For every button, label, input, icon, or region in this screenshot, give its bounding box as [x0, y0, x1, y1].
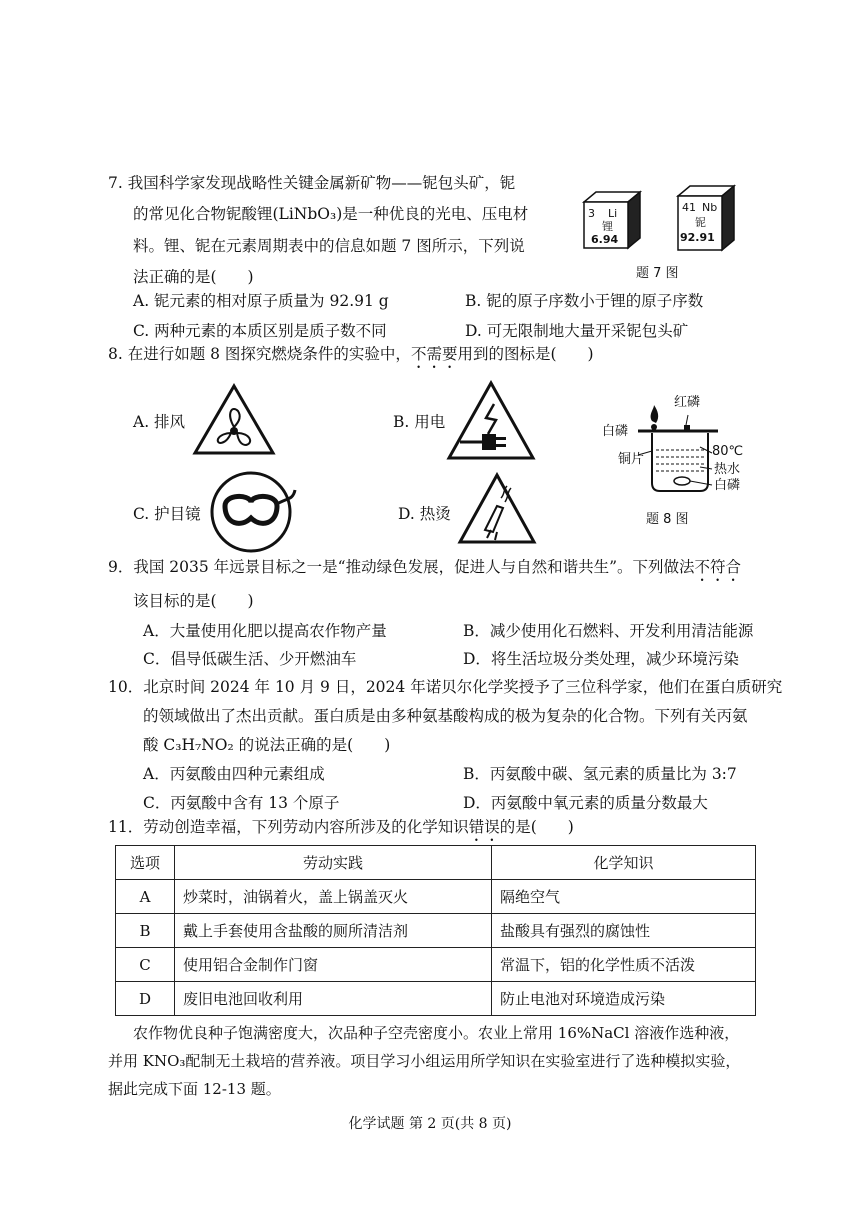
- row-practice: 戴上手套使用含盐酸的厕所清洁剂: [175, 914, 492, 948]
- q11-stem: 11．劳动创造幸福，下列劳动内容所涉及的化学知识错误的是( ): [108, 818, 574, 836]
- row-knowledge: 盐酸具有强烈的腐蚀性: [492, 914, 756, 948]
- row-knowledge: 隔绝空气: [492, 880, 756, 914]
- header-knowledge: 化学知识: [492, 846, 756, 880]
- table-header-row: [116, 846, 756, 880]
- q7-option-b: B. 铌的原子序数小于锂的原子序数: [465, 292, 704, 310]
- q7-option-c: C. 两种元素的本质区别是质子数不同: [133, 322, 387, 340]
- figure-8-caption: 题 8 图: [646, 512, 689, 527]
- q10-option-d: D．丙氨酸中氧元素的质量分数最大: [463, 794, 708, 812]
- q9-stem-line-1: 9．我国 2035 年远景目标之一是“推动绿色发展，促进人与自然和谐共生”。下列做法不符合: [108, 558, 742, 576]
- q8-option-d: D. 热烫: [398, 505, 451, 523]
- label-temperature: 80℃: [712, 444, 744, 459]
- li-mass: 6.94: [591, 233, 619, 246]
- q7-line-4: 法正确的是( ): [133, 268, 254, 286]
- header-practice: 劳动实践: [175, 846, 492, 880]
- row-option: C: [116, 948, 175, 982]
- row-option: B: [116, 914, 175, 948]
- li-symbol: Li: [608, 207, 618, 220]
- q11-emphasis: 错误: [468, 818, 500, 836]
- q7-line-3: 料。锂、铌在元素周期表中的信息如题 7 图所示，下列说: [133, 237, 525, 255]
- li-name: 锂: [602, 220, 613, 233]
- q10-line-1: 10．北京时间 2024 年 10 月 9 日，2024 年诺贝尔化学奖授予了三位科学家，他们在蛋白质研究: [108, 678, 783, 696]
- q10-option-c: C．丙氨酸中含有 13 个原子: [143, 794, 340, 812]
- row-practice: 废旧电池回收利用: [175, 982, 492, 1016]
- q9-stem-line-2: 该目标的是( ): [133, 592, 254, 610]
- passage-line-3: 据此完成下面 12-13 题。: [108, 1080, 281, 1098]
- goggles-icon: [207, 470, 299, 554]
- q7-line-1: 7. 我国科学家发现战略性关键金属新矿物——铌包头矿，铌: [108, 174, 516, 192]
- label-copper-sheet: 铜片: [618, 452, 645, 467]
- hot-surface-icon: [457, 472, 537, 548]
- label-white-phosphorus-bottom: 白磷: [714, 478, 741, 493]
- page-footer: 化学试题 第 2 页(共 8 页): [348, 1116, 512, 1132]
- table-row: [116, 880, 756, 914]
- passage-line-2: 并用 KNO₃配制无土栽培的营养液。项目学习小组运用所学知识在实验室进行了选种模拟实验，: [108, 1052, 741, 1070]
- q10-option-b: B．丙氨酸中碳、氢元素的质量比为 3:7: [463, 765, 737, 783]
- q10-line-2: 的领域做出了杰出贡献。蛋白质是由多种氨基酸构成的极为复杂的化合物。下列有关丙氨: [143, 707, 748, 725]
- table-row: [116, 914, 756, 948]
- table-row: [116, 948, 756, 982]
- nb-mass: 92.91: [680, 231, 715, 244]
- row-practice: 使用铝合金制作门窗: [175, 948, 492, 982]
- q9-emphasis: 不符合: [694, 558, 742, 576]
- row-option: D: [116, 982, 175, 1016]
- q9-option-b: B．减少使用化石燃料、开发利用清洁能源: [463, 622, 754, 640]
- electricity-hazard-icon: [446, 380, 536, 462]
- q11-table: [115, 845, 756, 1016]
- passage-line-1: 农作物优良种子饱满密度大，次品种子空壳密度小。农业上常用 16%NaCl 溶液作选种液，: [133, 1024, 740, 1042]
- row-knowledge: 防止电池对环境造成污染: [492, 982, 756, 1016]
- nb-number: 41: [682, 201, 696, 214]
- q8-stem: 8. 在进行如题 8 图探究燃烧条件的实验中，不需要用到的图标是( ): [108, 345, 594, 363]
- figure-8: [600, 395, 760, 530]
- ventilation-hazard-icon: [192, 383, 276, 457]
- q10-option-a: A．丙氨酸由四种元素组成: [143, 765, 325, 783]
- q9-option-c: C．倡导低碳生活、少开燃油车: [143, 650, 357, 668]
- header-option: 选项: [116, 846, 175, 880]
- row-knowledge: 常温下，铝的化学性质不活泼: [492, 948, 756, 982]
- li-number: 3: [588, 207, 595, 220]
- q7-option-a: A. 铌元素的相对原子质量为 92.91 g: [133, 292, 389, 310]
- q8-option-a: A. 排风: [133, 413, 186, 431]
- row-option: A: [116, 880, 175, 914]
- q9-option-d: D．将生活垃圾分类处理，减少环境污染: [463, 650, 739, 668]
- figure-7-caption: 题 7 图: [636, 266, 679, 281]
- q8-emphasis: 不需要: [410, 345, 458, 363]
- table-row: [116, 982, 756, 1016]
- nb-symbol: Nb: [702, 201, 718, 214]
- q8-option-b: B. 用电: [393, 413, 446, 431]
- row-practice: 炒菜时，油锅着火，盖上锅盖灭火: [175, 880, 492, 914]
- q7-option-d: D. 可无限制地大量开采铌包头矿: [465, 322, 689, 340]
- figure-7: [578, 180, 758, 280]
- label-red-phosphorus: 红磷: [674, 395, 701, 410]
- label-hot-water: 热水: [714, 462, 741, 477]
- q10-line-3: 酸 C₃H₇NO₂ 的说法正确的是( ): [143, 736, 391, 754]
- nb-name: 铌: [695, 216, 706, 229]
- q7-line-2: 的常见化合物铌酸锂(LiNbO₃)是一种优良的光电、压电材: [133, 205, 529, 223]
- q8-option-c: C. 护目镜: [133, 505, 201, 523]
- label-white-phosphorus-top: 白磷: [602, 424, 629, 439]
- q9-option-a: A．大量使用化肥以提高农作物产量: [143, 622, 387, 640]
